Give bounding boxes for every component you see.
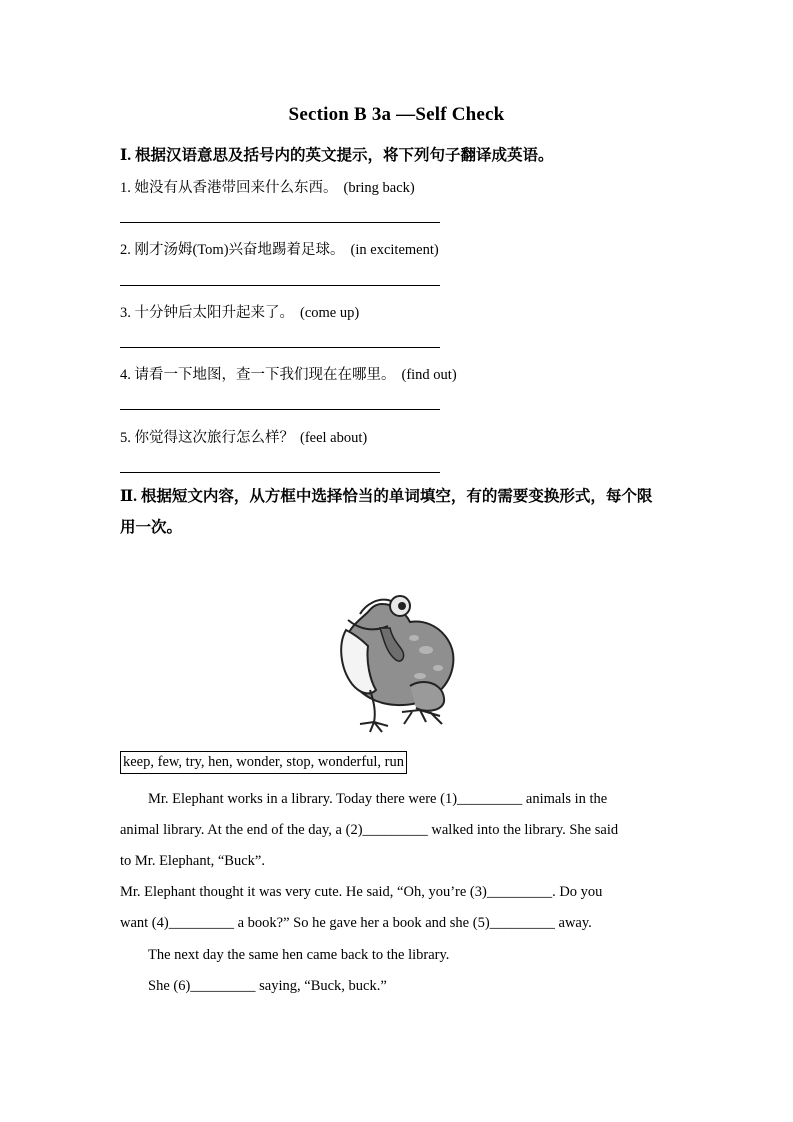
question-3	[120, 301, 359, 322]
question-4	[120, 363, 457, 384]
word-box: keep, few, try, hen, wonder, stop, wonderful, run	[120, 751, 407, 774]
passage-line-1: Mr. Elephant works in a library. Today there were (1)_________ animals in the	[148, 791, 608, 807]
question-1-text: 1. 她没有从香港带回来什么东西。	[120, 180, 338, 196]
question-3-text: 3. 十分钟后太阳升起来了。	[120, 305, 294, 321]
answer-line-4[interactable]	[120, 409, 440, 410]
answer-line-3[interactable]	[120, 347, 440, 348]
question-2-text: 2. 刚才汤姆(Tom)兴奋地踢着足球。	[120, 242, 345, 258]
question-5-text: 5. 你觉得这次旅行怎么样？	[120, 430, 294, 446]
passage-line-4: Mr. Elephant thought it was very cute. He said, “Oh, you’re (3)_________. Do you	[120, 884, 603, 900]
question-3-hint: (come up)	[300, 305, 360, 321]
question-4-text: 4. 请看一下地图，查一下我们现在在哪里。	[120, 367, 396, 383]
passage-line-2: animal library. At the end of the day, a (2)_________ walked into the library. She said	[120, 822, 619, 838]
answer-line-2[interactable]	[120, 285, 440, 286]
question-1	[120, 176, 415, 197]
section-1-heading: Ⅰ. 根据汉语意思及括号内的英文提示，将下列句子翻译成英语。	[120, 147, 554, 164]
question-5	[120, 426, 367, 447]
passage-line-3: to Mr. Elephant, “Buck”.	[120, 853, 265, 869]
question-2-hint: (in excitement)	[350, 242, 439, 258]
question-4-hint: (find out)	[401, 367, 457, 383]
answer-line-5[interactable]	[120, 472, 440, 473]
frog-illustration	[330, 590, 465, 735]
section-2-heading-line-2: 用一次。	[120, 519, 183, 536]
question-2	[120, 238, 439, 259]
question-5-hint: (feel about)	[300, 430, 368, 446]
passage-line-5: want (4)_________ a book?” So he gave her a book and she (5)_________ away.	[120, 915, 592, 931]
passage-line-6: The next day the same hen came back to the library.	[148, 947, 450, 963]
passage-line-7: She (6)_________ saying, “Buck, buck.”	[148, 978, 387, 994]
answer-line-1[interactable]	[120, 222, 440, 223]
section-2-heading-line-1: Ⅱ. 根据短文内容，从方框中选择恰当的单词填空，有的需要变换形式，每个限	[120, 488, 653, 505]
question-1-hint: (bring back)	[343, 180, 415, 196]
section-2-heading	[120, 481, 680, 543]
page-title: Section B 3a —Self Check	[288, 104, 505, 125]
